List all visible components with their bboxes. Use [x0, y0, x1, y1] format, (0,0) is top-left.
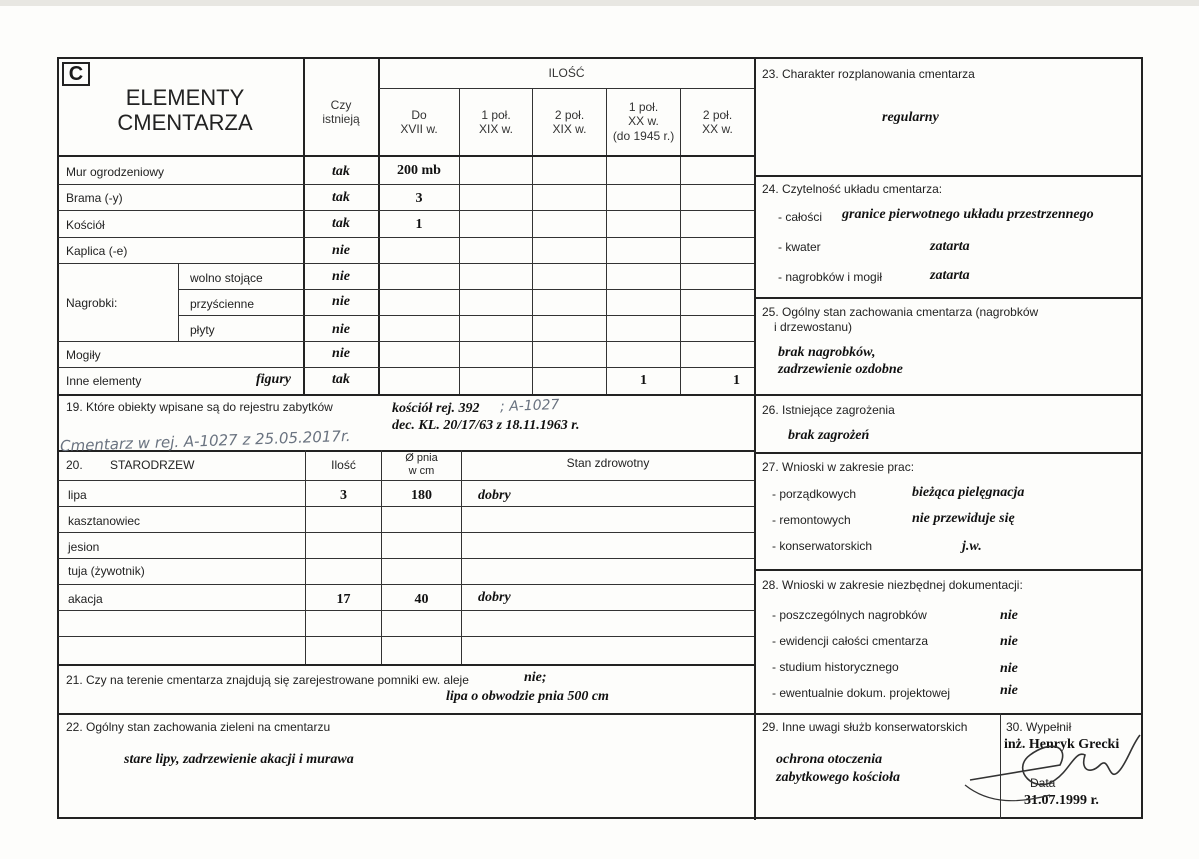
row-label: Kaplica (-e): [66, 244, 128, 258]
count-value: 1: [640, 373, 647, 388]
trees-col-count: Ilość: [331, 458, 356, 472]
q23-label: 23. Charakter rozplanowania cmentarza: [762, 67, 975, 81]
divider: [58, 394, 754, 396]
divider: [58, 480, 754, 481]
row-extra: figury: [256, 372, 291, 387]
exists-value: nie: [332, 269, 350, 284]
q19-answer: dec. KL. 20/17/63 z 18.11.1963 r.: [392, 418, 580, 433]
period-header: Do XVII w.: [400, 108, 438, 137]
q28-key: - ewidencji całości cmentarza: [772, 634, 929, 648]
divider: [379, 88, 754, 89]
q19-pen-note: Cmentarz w rej. A-1027 z 25.05.2017r.: [59, 426, 351, 456]
q19-pen-note: ; A-1027: [499, 396, 560, 416]
q27-key: - konserwatorskich: [772, 539, 873, 553]
divider: [755, 175, 1142, 177]
q27-key: - porządkowych: [772, 487, 857, 501]
q26-label: 26. Istniejące zagrożenia: [762, 403, 895, 417]
divider: [58, 155, 754, 157]
q27-label: 27. Wnioski w zakresie prac:: [762, 460, 915, 474]
divider: [58, 367, 754, 368]
q28-key: - poszczególnych nagrobków: [772, 608, 927, 622]
tree-count: 17: [336, 592, 351, 607]
divider: [58, 237, 754, 238]
divider: [58, 532, 754, 533]
q25-answer: brak nagrobków,: [778, 345, 876, 360]
period-header: 2 poł. XIX w.: [552, 108, 587, 137]
q22-answer: stare lipy, zadrzewienie akacji i murawa: [124, 752, 354, 767]
row-label: płyty: [190, 323, 215, 337]
date-label: Data: [1030, 776, 1056, 790]
row-label: przyściennе: [190, 297, 255, 311]
q28-key: - studium historycznego: [772, 660, 899, 674]
period-header: 2 poł. XX w.: [702, 108, 733, 137]
q28-value: nie: [1000, 683, 1018, 698]
divider: [755, 713, 1142, 715]
tree-count: 3: [340, 488, 347, 503]
divider: [58, 636, 754, 637]
divider: [58, 610, 754, 611]
q26-answer: brak zagrożeń: [788, 428, 870, 443]
divider: [58, 664, 754, 666]
q28-value: nie: [1000, 608, 1018, 623]
row-label: Brama (-y): [66, 191, 123, 205]
exists-value: tak: [332, 372, 350, 387]
exists-value: nie: [332, 243, 350, 258]
divider: [58, 506, 754, 507]
divider: [58, 210, 754, 211]
q29-label: 29. Inne uwagi służb konserwatorskich: [762, 720, 968, 734]
q19-answer: kościół rej. 392: [392, 401, 480, 416]
signature: [960, 725, 1160, 815]
nagrobki-label: Nagrobki:: [66, 296, 118, 310]
divider: [58, 713, 754, 715]
q21-answer: nie;: [524, 670, 547, 685]
q24-key: - całości: [778, 210, 823, 224]
tree-state: dobry: [478, 488, 511, 503]
divider: [58, 263, 754, 264]
tree-name: lipa: [68, 488, 87, 502]
divider: [381, 450, 382, 664]
divider: [461, 450, 462, 664]
exists-header: Czy istnieją: [322, 98, 360, 127]
filler-name: inż. Henryk Grecki: [1004, 737, 1120, 752]
tree-name: akacja: [68, 592, 103, 606]
trees-title: STARODRZEW: [110, 458, 195, 472]
count-value: 3: [415, 191, 423, 206]
q22-label: 22. Ogólny stan zachowania zieleni na cmentarzu: [66, 720, 331, 734]
date-value: 31.07.1999 r.: [1024, 793, 1099, 808]
divider: [755, 297, 1142, 299]
exists-value: tak: [332, 216, 350, 231]
q27-key: - remontowych: [772, 513, 851, 527]
q25-label: i drzewostanu): [774, 320, 853, 334]
q24-key: - kwater: [778, 240, 821, 254]
trees-num: 20.: [66, 458, 83, 472]
count-value: 1: [733, 373, 740, 388]
q24-value: zatarta: [930, 268, 970, 283]
q30-label: 30. Wypełnił: [1006, 720, 1072, 734]
divider: [178, 289, 754, 290]
row-label: wolno stojące: [190, 271, 263, 285]
q24-value: granice pierwotnego układu przestrzennego: [842, 207, 1094, 222]
divider: [178, 263, 179, 341]
q28-value: nie: [1000, 634, 1018, 649]
row-label: Inne elementy: [66, 374, 142, 388]
tree-diam: 40: [414, 592, 429, 607]
q25-label: 25. Ogólny stan zachowania cmentarza (nagrobków: [762, 305, 1039, 319]
period-header: 1 poł. XX w. (do 1945 r.): [612, 100, 675, 143]
tree-diam: 180: [411, 488, 432, 503]
divider: [755, 452, 1142, 454]
exists-value: tak: [332, 190, 350, 205]
ilosc-header: ILOŚĆ: [548, 66, 585, 80]
q24-label: 24. Czytelność układu cmentarza:: [762, 182, 943, 196]
count-value: 1: [415, 217, 423, 232]
period-header: 1 poł. XIX w.: [478, 108, 513, 137]
q27-value: j.w.: [962, 539, 982, 554]
tree-name: jesion: [68, 540, 100, 554]
exists-value: tak: [332, 164, 350, 179]
row-label: Mur ogrodzeniowy: [66, 165, 165, 179]
divider: [755, 569, 1142, 571]
divider: [58, 584, 754, 585]
exists-value: nie: [332, 294, 350, 309]
tree-name: tuja (żywotnik): [68, 564, 145, 578]
q21-answer: lipa o obwodzie pnia 500 cm: [446, 689, 609, 704]
q27-value: nie przewiduje się: [912, 511, 1015, 526]
section-letter: C: [62, 62, 90, 86]
q29-answer: ochrona otoczenia: [776, 752, 883, 767]
q29-answer: zabytkowego kościoła: [776, 770, 901, 785]
q27-value: bieżąca pielęgnacja: [912, 485, 1025, 500]
exists-value: nie: [332, 322, 350, 337]
q19-label: 19. Które obiekty wpisane są do rejestru zabytków: [66, 400, 333, 414]
count-value: 200 mb: [397, 163, 441, 178]
divider: [58, 558, 754, 559]
q25-answer: zadrzewienie ozdobne: [778, 362, 903, 377]
row-label: Kościół: [66, 218, 105, 232]
main-divider: [754, 58, 756, 820]
form-title: ELEMENTY CMENTARZA: [117, 85, 253, 136]
q24-key: - nagrobków i mogił: [778, 270, 883, 284]
tree-state: dobry: [478, 590, 511, 605]
tree-name: kasztanowiec: [68, 514, 141, 528]
q24-value: zatarta: [930, 239, 970, 254]
q28-label: 28. Wnioski w zakresie niezbędnej dokumentacji:: [762, 578, 1023, 592]
q28-value: nie: [1000, 661, 1018, 676]
divider: [58, 184, 754, 185]
divider: [305, 450, 306, 664]
exists-value: nie: [332, 346, 350, 361]
q21-label: 21. Czy na terenie cmentarza znajdują się zarejestrowane pomniki ew. aleje: [66, 673, 469, 687]
q23-answer: regularny: [882, 110, 939, 125]
trees-col-diam: Ø pnia w cm: [405, 452, 438, 478]
row-label: Mogiły: [66, 348, 101, 362]
trees-col-state: Stan zdrowotny: [566, 456, 650, 470]
divider: [178, 315, 754, 316]
scan-edge: [0, 0, 1199, 6]
q28-key: - ewentualnie dokum. projektowej: [772, 686, 951, 700]
divider: [58, 341, 754, 342]
divider: [755, 394, 1142, 396]
